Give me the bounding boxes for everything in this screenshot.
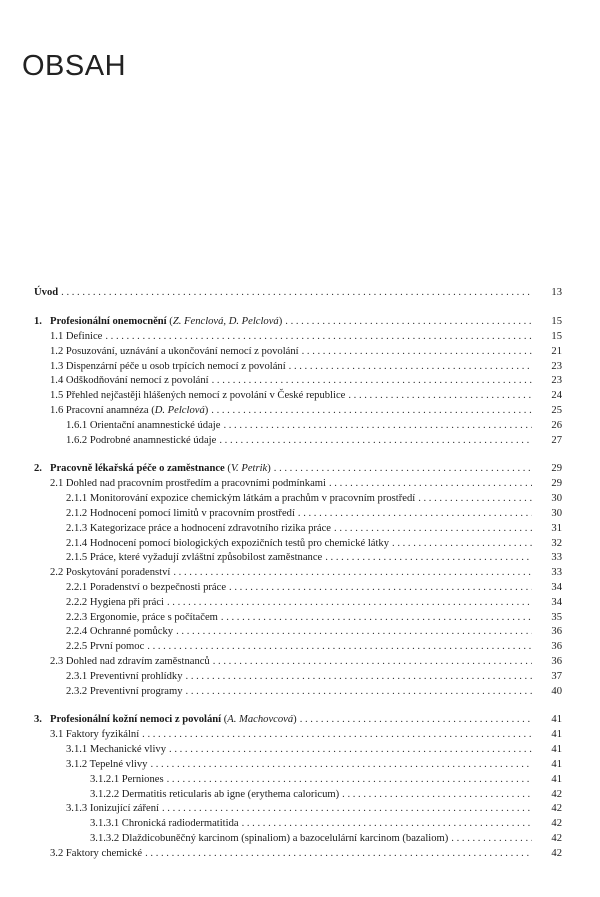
entry-title: 1.6.1 Orientační anamnestické údaje <box>66 419 221 431</box>
entry-label <box>34 566 170 581</box>
toc-entry <box>34 360 562 375</box>
entry-label <box>34 625 173 640</box>
entry-label: 2. Pracovně lékařská péče o zaměstnance (V. Petrik) <box>34 460 271 477</box>
page-number: 23 <box>551 360 562 372</box>
entry-label <box>34 596 164 611</box>
entry-title: 2.2.4 Ochranné pomůcky <box>66 626 174 638</box>
entry-title: 1.3 Dispenzární péče u osob trpících nemocí z povolání <box>50 360 286 372</box>
page-number: 21 <box>551 345 562 357</box>
dot-leader <box>212 374 532 389</box>
entry-label <box>34 581 226 596</box>
page-number: 27 <box>551 434 562 446</box>
page-number: 40 <box>551 685 562 697</box>
dot-leader <box>298 507 532 522</box>
page-number: 41 <box>551 758 562 770</box>
entry-title: 3.2 Faktory chemické <box>50 847 143 859</box>
chapter-number: 2. <box>34 463 42 475</box>
toc-entry <box>34 522 562 537</box>
toc-section <box>34 313 562 448</box>
page-number: 41 <box>551 729 562 741</box>
dot-leader <box>229 581 532 596</box>
toc-entry <box>34 773 562 788</box>
entry-title: 1.1 Definice <box>50 331 103 342</box>
toc-chapter <box>34 711 562 728</box>
page-number: 41 <box>551 744 562 756</box>
page-number: 31 <box>551 522 562 534</box>
entry-label <box>34 360 286 375</box>
entry-title: 2.1.4 Hodnocení pomocí biologických expozičních testů pro chemické látky <box>66 537 390 549</box>
page-number: 29 <box>551 478 562 490</box>
page-number: 23 <box>551 375 562 387</box>
entry-author: Z. Fenclová, D. Pelclová <box>172 316 279 327</box>
entry-title: 2.3.2 Preventivní programy <box>66 685 183 697</box>
page-number: 24 <box>551 390 562 402</box>
entry-title: 3.1.1 Mechanické vlivy <box>66 744 167 756</box>
entry-title: 1.6 Pracovní anamnéza <box>50 404 149 416</box>
dot-leader <box>162 802 532 817</box>
toc-entry <box>34 551 562 566</box>
dot-leader <box>221 611 532 626</box>
dot-leader <box>348 389 532 404</box>
entry-title: 2.2.2 Hygiena při práci <box>66 596 164 608</box>
entry-title: 2.2.3 Ergonomie, práce s počítačem <box>66 611 218 623</box>
entry-label <box>34 758 147 773</box>
entry-title: 2.3 Dohled nad zdravím zaměstnanců <box>50 655 210 667</box>
dot-leader <box>289 360 532 375</box>
entry-title: Profesionální onemocnění <box>50 316 167 327</box>
page-number: 42 <box>551 803 562 815</box>
entry-label <box>34 817 239 832</box>
entry-label <box>34 655 210 670</box>
entry-author: D. Pelclová <box>154 404 205 416</box>
dot-leader <box>302 345 532 360</box>
dot-leader <box>274 460 532 477</box>
entry-title: Úvod <box>34 287 59 298</box>
entry-label <box>34 743 166 758</box>
page-number: 30 <box>551 507 562 519</box>
entry-label <box>34 670 183 685</box>
entry-title: 2.1 Dohled nad pracovním prostředím a pracovními podmínkami <box>50 478 326 490</box>
dot-leader <box>392 537 532 552</box>
entry-author: V. Petrik <box>230 463 268 475</box>
dot-leader <box>211 404 532 419</box>
page-number: 32 <box>551 537 562 549</box>
dot-leader <box>342 788 532 803</box>
entry-label <box>34 389 345 404</box>
toc-entry <box>34 758 562 773</box>
entry-title: 3.1.3 Ionizující záření <box>66 803 159 815</box>
toc-entry <box>34 728 562 743</box>
toc-section <box>34 711 562 861</box>
toc-entry <box>34 802 562 817</box>
entry-title: 1.5 Přehled nejčastěji hlášených nemocí z povolání v České republice <box>50 390 346 402</box>
entry-label: 1. Profesionální onemocnění (Z. Fenclová, D. Pelclová) <box>34 313 282 330</box>
entry-title: 3.1.2.1 Perniones <box>90 773 164 785</box>
toc-entry <box>34 374 562 389</box>
entry-label <box>34 685 183 700</box>
page-number: 26 <box>551 419 562 431</box>
dot-leader <box>300 711 532 728</box>
dot-leader <box>142 728 532 743</box>
page-number: 42 <box>551 847 562 859</box>
toc-entry <box>34 817 562 832</box>
toc-entry <box>34 492 562 507</box>
entry-title: 3.1.2.2 Dermatitis reticularis ab igne (erythema caloricum) <box>90 788 340 800</box>
page-number: 36 <box>551 641 562 653</box>
entry-label <box>34 788 339 803</box>
toc-chapter <box>34 284 562 301</box>
toc-entry <box>34 507 562 522</box>
toc-entry <box>34 404 562 419</box>
toc-chapter <box>34 313 562 330</box>
page-number: 33 <box>551 552 562 564</box>
toc-entry <box>34 655 562 670</box>
entry-label <box>34 640 144 655</box>
entry-label <box>34 345 299 360</box>
dot-leader <box>242 817 532 832</box>
entry-title: 1.4 Odškodňování nemocí z povolání <box>50 375 209 387</box>
dot-leader <box>325 551 532 566</box>
entry-title: 2.1.2 Hodnocení pomocí limitů v pracovním prostředí <box>66 507 295 519</box>
page-number: 15 <box>551 331 562 342</box>
entry-label <box>34 477 326 492</box>
toc-entry <box>34 685 562 700</box>
entry-label <box>34 551 322 566</box>
toc-entry <box>34 743 562 758</box>
entry-title: 3.1.2 Tepelné vlivy <box>66 758 148 770</box>
toc-section <box>34 284 562 301</box>
page-number: 37 <box>551 670 562 682</box>
toc-entry <box>34 419 562 434</box>
toc-entry <box>34 611 562 626</box>
page-number: 13 <box>551 287 562 298</box>
dot-leader <box>145 847 532 862</box>
entry-title: 2.2.5 První pomoc <box>66 641 145 653</box>
dot-leader <box>285 313 532 330</box>
toc-entry <box>34 477 562 492</box>
entry-title: 2.1.3 Kategorizace práce a hodnocení zdravotního rizika práce <box>66 522 332 534</box>
entry-label <box>34 419 220 434</box>
dot-leader <box>61 284 532 301</box>
entry-label <box>34 832 448 847</box>
entry-label <box>34 728 139 743</box>
entry-title: 2.1.5 Práce, které vyžadují zvláštní způsobilost zaměstnance <box>66 552 323 564</box>
toc-entry <box>34 625 562 640</box>
toc-chapter <box>34 460 562 477</box>
page-number: 42 <box>551 832 562 844</box>
dot-leader <box>169 743 532 758</box>
page-number: 25 <box>551 404 562 416</box>
entry-title: 3.1.3.1 Chronická radiodermatitida <box>90 818 239 830</box>
entry-title: Profesionální kožní nemoci z povolání <box>50 714 222 726</box>
dot-leader <box>167 596 532 611</box>
entry-label: 1.6 Pracovní anamnéza (D. Pelclová) <box>50 404 209 416</box>
page-title: OBSAH <box>22 50 127 82</box>
toc-entry <box>34 596 562 611</box>
entry-title: 1.6.2 Podrobné anamnestické údaje <box>66 434 217 446</box>
toc-entry <box>34 566 562 581</box>
entry-label <box>34 507 295 522</box>
dot-leader <box>219 434 532 449</box>
entry-label <box>34 492 415 507</box>
page-number: 34 <box>551 596 562 608</box>
page-number: 15 <box>551 316 562 327</box>
page-number: 42 <box>551 818 562 830</box>
entry-label <box>34 374 209 389</box>
chapter-number: 3. <box>34 714 42 726</box>
toc-entry <box>34 847 562 862</box>
entry-title: 2.2.1 Poradenství o bezpečnosti práce <box>66 581 227 593</box>
dot-leader <box>223 419 532 434</box>
toc-entry <box>34 389 562 404</box>
page-number: 41 <box>551 714 562 726</box>
dot-leader <box>186 670 532 685</box>
toc-entry <box>34 670 562 685</box>
page-number: 42 <box>551 788 562 800</box>
page-number: 36 <box>551 626 562 638</box>
dot-leader <box>150 758 532 773</box>
entry-label: 3. Profesionální kožní nemoci z povolání (A. Machovcová) <box>34 711 297 728</box>
page-number: 36 <box>551 655 562 667</box>
toc-entry <box>34 640 562 655</box>
table-of-contents <box>34 284 562 874</box>
dot-leader <box>329 477 532 492</box>
entry-label <box>34 611 218 626</box>
page-number: 35 <box>551 611 562 623</box>
dot-leader <box>451 832 532 847</box>
entry-label <box>34 434 216 449</box>
chapter-number: 1. <box>34 316 42 327</box>
entry-label <box>34 847 142 862</box>
entry-author: A. Machovcová <box>227 714 294 726</box>
toc-entry <box>34 537 562 552</box>
dot-leader <box>105 330 532 345</box>
toc-entry <box>34 788 562 803</box>
page-number: 33 <box>551 567 562 579</box>
dot-leader <box>147 640 532 655</box>
page-number: 34 <box>551 581 562 593</box>
entry-title: 1.2 Posuzování, uznávání a ukončování nemocí z povolání <box>50 345 299 357</box>
entry-label <box>34 773 164 788</box>
dot-leader <box>186 685 532 700</box>
entry-title: 2.3.1 Preventivní prohlídky <box>66 670 183 682</box>
dot-leader <box>334 522 532 537</box>
toc-entry <box>34 330 562 345</box>
toc-entry <box>34 434 562 449</box>
page-number: 30 <box>551 493 562 505</box>
entry-label <box>34 522 331 537</box>
entry-title: 3.1 Faktory fyzikální <box>50 729 140 741</box>
entry-title: 2.1.1 Monitorování expozice chemickým látkám a prachům v pracovním prostředí <box>66 493 416 505</box>
dot-leader <box>173 566 532 581</box>
page-number: 41 <box>551 773 562 785</box>
dot-leader <box>418 492 532 507</box>
entry-title: 2.2 Poskytování poradenství <box>50 567 171 579</box>
entry-label <box>34 537 389 552</box>
dot-leader <box>176 625 532 640</box>
entry-label <box>34 284 58 301</box>
entry-label <box>34 330 102 345</box>
toc-section <box>34 460 562 699</box>
entry-title: 3.1.3.2 Dlaždicobuněčný karcinom (spinaliom) a bazocelulární karcinom (bazaliom) <box>90 832 449 844</box>
page-number: 29 <box>551 463 562 475</box>
entry-title: Pracovně lékařská péče o zaměstnance <box>50 463 225 475</box>
toc-entry <box>34 345 562 360</box>
dot-leader <box>213 655 532 670</box>
toc-entry <box>34 581 562 596</box>
entry-label <box>34 802 159 817</box>
dot-leader <box>167 773 532 788</box>
toc-entry <box>34 832 562 847</box>
